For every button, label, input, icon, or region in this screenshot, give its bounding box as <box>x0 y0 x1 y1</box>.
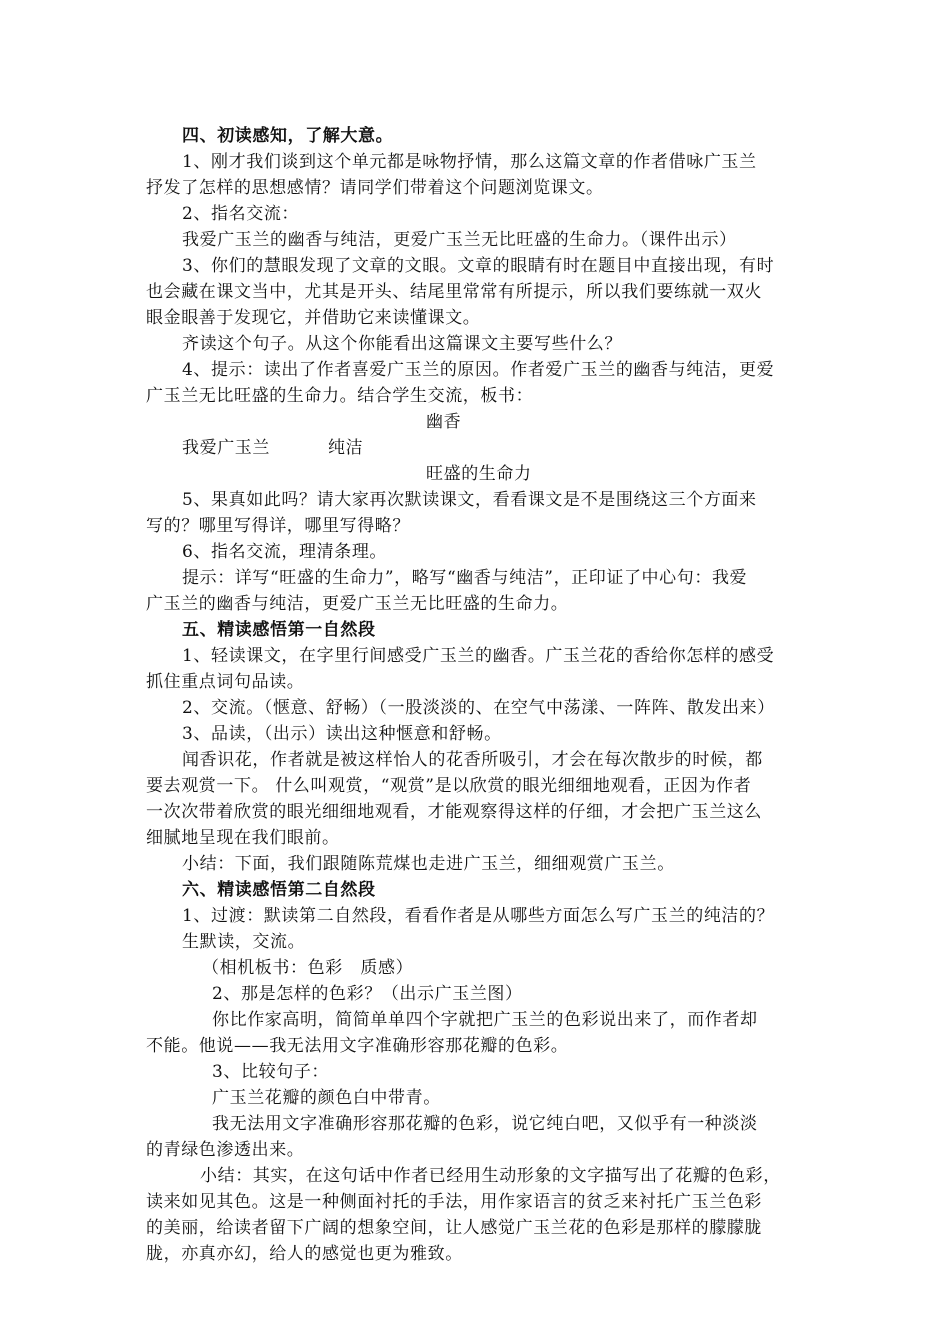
s4-p2: 2、指名交流： <box>182 204 300 224</box>
s5-p2: 2、交流。（惬意、舒畅）（一股淡淡的、在空气中荡漾、一阵阵、散发出来） <box>182 698 775 718</box>
s4-p3: 我爱广玉兰的幽香与纯洁，更爱广玉兰无比旺盛的生命力。（课件出示） <box>182 230 737 250</box>
s6-p4-line2: 不能。他说——我无法用文字准确形容那花瓣的色彩。 <box>146 1036 569 1056</box>
s6-p6: 广玉兰花瓣的颜色白中带青。 <box>212 1088 441 1108</box>
s6-p2: （相机板书：色彩 质感） <box>202 958 414 978</box>
s6-p8-line4: 胧，亦真亦幻，给人的感觉也更为雅致。 <box>146 1244 463 1264</box>
blackboard-fragrance: 幽香 <box>426 412 462 432</box>
blackboard-vitality: 旺盛的生命力 <box>426 464 532 484</box>
section-5-heading: 五、精读感悟第一自然段 <box>182 620 376 640</box>
s5-p4-line4: 细腻地呈现在我们眼前。 <box>146 828 340 848</box>
s4-p6-line1: 4、提示：读出了作者喜爱广玉兰的原因。作者爱广玉兰的幽香与纯洁，更爱 <box>182 360 775 380</box>
s6-p1-line2: 生默读，交流。 <box>182 932 306 952</box>
s5-p3: 3、品读，（出示）读出这种惬意和舒畅。 <box>182 724 502 744</box>
s5-p4-line1: 闻香识花，作者就是被这样怡人的花香所吸引，才会在每次散步的时候，都 <box>182 750 763 770</box>
s5-p4-line2: 要去观赏一下。 什么叫观赏，“观赏”是以欣赏的眼光细细地观看，正因为作者 <box>146 776 752 796</box>
s5-p5: 小结：下面，我们跟随陈荒煤也走进广玉兰，细细观赏广玉兰。 <box>182 854 675 874</box>
s6-p1-line1: 1、过渡：默读第二自然段，看看作者是从哪些方面怎么写广玉兰的纯洁的？ <box>182 906 775 926</box>
s4-p1-line2: 抒发了怎样的思想感情？请同学们带着这个问题浏览课文。 <box>146 178 604 198</box>
s6-p4-line1: 你比作家高明，简简单单四个字就把广玉兰的色彩说出来了，而作者却 <box>212 1010 758 1030</box>
s4-p4-line1: 3、你们的慧眼发现了文章的文眼。文章的眼睛有时在题目中直接出现，有时 <box>182 256 775 276</box>
s4-p4-line2: 也会藏在课文当中，尤其是开头、结尾里常常有所提示，所以我们要练就一双火 <box>146 282 762 302</box>
s4-p7-line2: 写的？哪里写得详，哪里写得略？ <box>146 516 410 536</box>
s6-p8-line2: 读来如见其色。这是一种侧面衬托的手法，用作家语言的贫乏来衬托广玉兰色彩 <box>146 1192 762 1212</box>
s4-p5: 齐读这个句子。从这个你能看出这篇课文主要写些什么？ <box>182 334 622 354</box>
section-6-heading: 六、精读感悟第二自然段 <box>182 880 376 900</box>
section-4-heading: 四、初读感知，了解大意。 <box>182 126 394 146</box>
s4-p9-line1: 提示：详写“旺盛的生命力”，略写“幽香与纯洁”，正印证了中心句：我爱 <box>182 568 748 588</box>
blackboard-purity: 纯洁 <box>328 438 364 458</box>
s4-p4-line3: 眼金眼善于发现它，并借助它来读懂课文。 <box>146 308 481 328</box>
s4-p8: 6、指名交流，理清条理。 <box>182 542 388 562</box>
s5-p1-line2: 抓住重点词句品读。 <box>146 672 305 692</box>
s6-p5: 3、比较句子： <box>212 1062 330 1082</box>
s5-p4-line3: 一次次带着欣赏的眼光细细地观看，才能观察得这样的仔细，才会把广玉兰这么 <box>146 802 762 822</box>
s5-p1-line1: 1、轻读课文，在字里行间感受广玉兰的幽香。广玉兰花的香给你怎样的感受 <box>182 646 775 666</box>
s4-p1-line1: 1、刚才我们谈到这个单元都是咏物抒情，那么这篇文章的作者借咏广玉兰 <box>182 152 757 172</box>
s6-p7-line1: 我无法用文字准确形容那花瓣的色彩，说它纯白吧，又似乎有一种淡淡 <box>212 1114 758 1134</box>
blackboard-love-magnolia: 我爱广玉兰 <box>182 438 270 458</box>
s4-p7-line1: 5、果真如此吗？请大家再次默读课文，看看课文是不是围绕这三个方面来 <box>182 490 757 510</box>
s6-p8-line1: 小结：其实，在这句话中作者已经用生动形象的文字描写出了花瓣的色彩， <box>200 1166 781 1186</box>
s4-p6-line2: 广玉兰无比旺盛的生命力。结合学生交流，板书： <box>146 386 534 406</box>
s4-p9-line2: 广玉兰的幽香与纯洁，更爱广玉兰无比旺盛的生命力。 <box>146 594 569 614</box>
s6-p7-line2: 的青绿色渗透出来。 <box>146 1140 305 1160</box>
s6-p8-line3: 的美丽，给读者留下广阔的想象空间，让人感觉广玉兰花的色彩是那样的朦朦胧 <box>146 1218 762 1238</box>
s6-p3: 2、那是怎样的色彩？（出示广玉兰图） <box>212 984 523 1004</box>
